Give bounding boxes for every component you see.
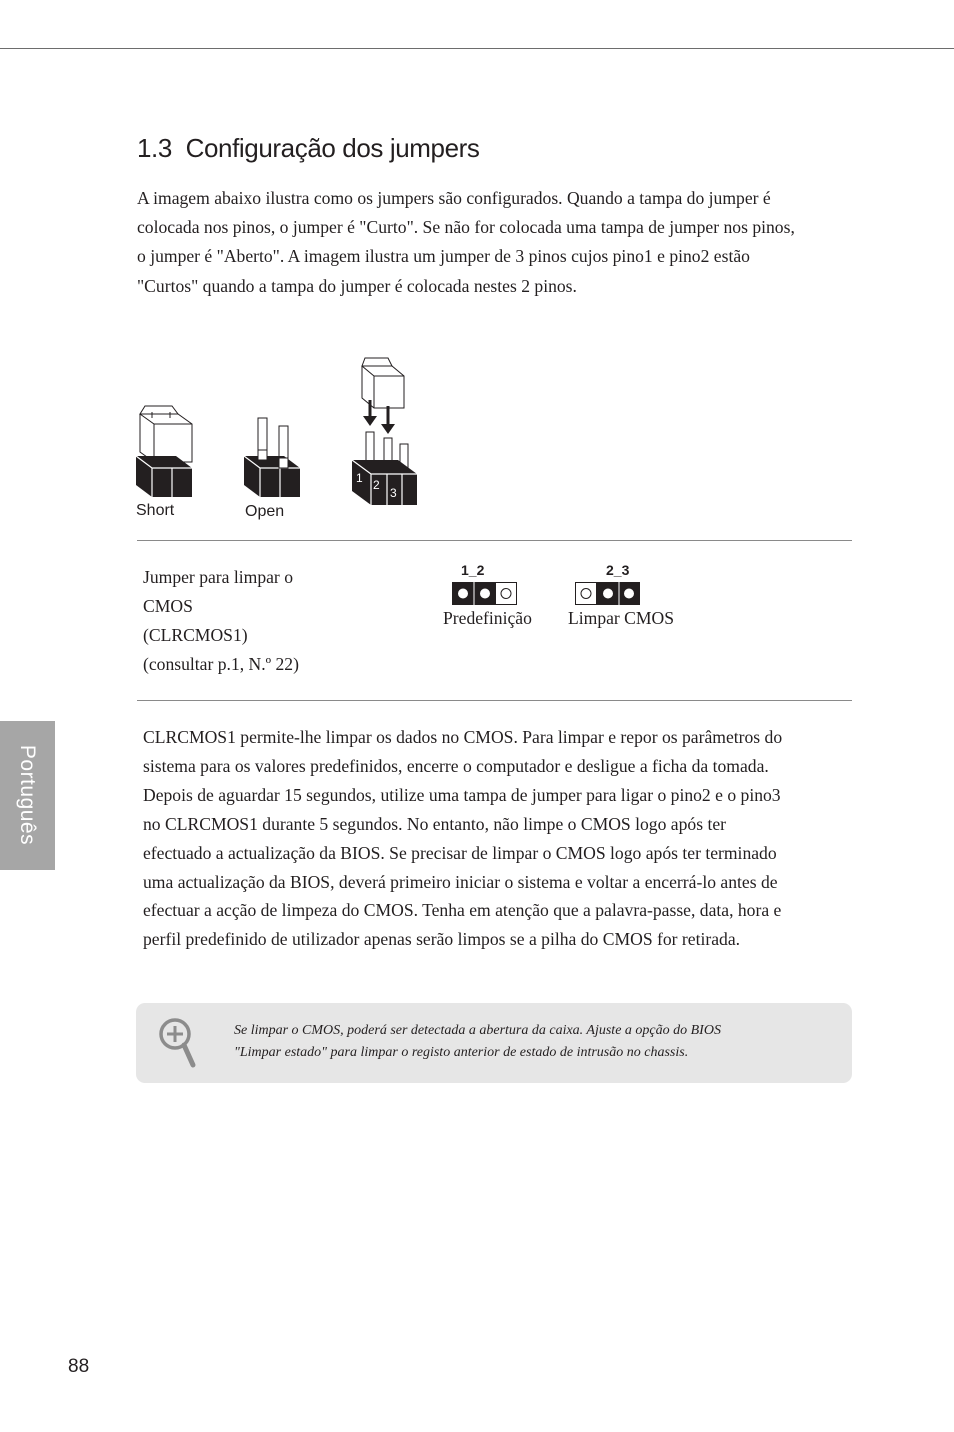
jumper-description-line: (CLRCMOS1): [143, 625, 248, 645]
section-title-text: Configuração dos jumpers: [185, 133, 480, 163]
jumper-pins-default: [452, 582, 518, 606]
setting-label-default: Predefinição: [443, 608, 532, 628]
setting-label-clear-cmos: Limpar CMOS: [568, 608, 675, 628]
table-top-rule: [137, 540, 852, 541]
setting-pins-1-2: 1_2: [461, 562, 485, 578]
jumper-description-line: (consultar p.1, N.º 22): [143, 654, 299, 674]
pin-number-1: 1: [356, 471, 363, 485]
intro-paragraph: A imagem abaixo ilustra como os jumpers são configurados. Quando a tampa do jumper é colocada nos pinos, o jumper é "Curto". Se não for colocada uma tampa de jumper nos pinos, o jumper é "Aberto". A imagem ilustra um jumper de 3 pinos cujos pino1 e pino2 estão "Curtos" quando a tampa do jumper é colocada nestes 2 pinos.: [137, 188, 795, 296]
three-pin-jumper-graphic: [352, 358, 417, 505]
magnifier-plus-icon: [158, 1017, 198, 1069]
open-jumper-graphic: [244, 418, 300, 497]
page-number: 88: [68, 1356, 90, 1377]
section-number: 1.3: [137, 133, 172, 163]
open-label: Open: [245, 503, 285, 520]
note-text: [234, 1020, 824, 1064]
short-jumper-graphic: [136, 406, 192, 497]
jumper-pins-clear-cmos: [575, 582, 641, 606]
pin-number-3: 3: [390, 486, 397, 500]
language-side-tab-label: Português: [16, 744, 39, 846]
short-label: Short: [136, 502, 175, 519]
jumper-description-line: Jumper para limpar o: [143, 567, 293, 587]
jumper-illustration: [130, 352, 430, 532]
jumper-description-line: CMOS: [143, 596, 193, 616]
note-box: [136, 1003, 852, 1083]
jumper-description: [143, 563, 363, 679]
pin-number-2: 2: [373, 478, 380, 492]
body-paragraph: CLRCMOS1 permite-lhe limpar os dados no CMOS. Para limpar e repor os parâmetros do sistema para os valores predefinidos, encerre o computador e desligue a ficha da tomada. Depois de aguardar 15 segundos, utilize uma tampa de jumper para ligar o pino2 e o pino3 no CLRCMOS1 durante 5 segundos. No entanto, não limpe o CMOS logo após ter efectuado a actualização da BIOS. Se precisar de limpar o CMOS logo após ter terminado uma actualização da BIOS, deverá primeiro iniciar o sistema e voltar a encerrá-lo antes de efectuar a acção de limpeza do CMOS. Tenha em atenção que a palavra-passe, data, hora e perfil predefinido de utilizador apenas serão limpos se a pilha do CMOS for retirada.: [143, 727, 783, 950]
note-line: Se limpar o CMOS, poderá ser detectada a abertura da caixa. Ajuste a opção do BIOS: [234, 1023, 721, 1038]
header-rule: [0, 48, 954, 49]
setting-pins-2-3: 2_3: [606, 562, 630, 578]
table-bottom-rule: [137, 700, 852, 701]
section-title: [137, 133, 480, 164]
note-line: "Limpar estado" para limpar o registo anterior de estado de intrusão no chassis.: [234, 1045, 689, 1060]
